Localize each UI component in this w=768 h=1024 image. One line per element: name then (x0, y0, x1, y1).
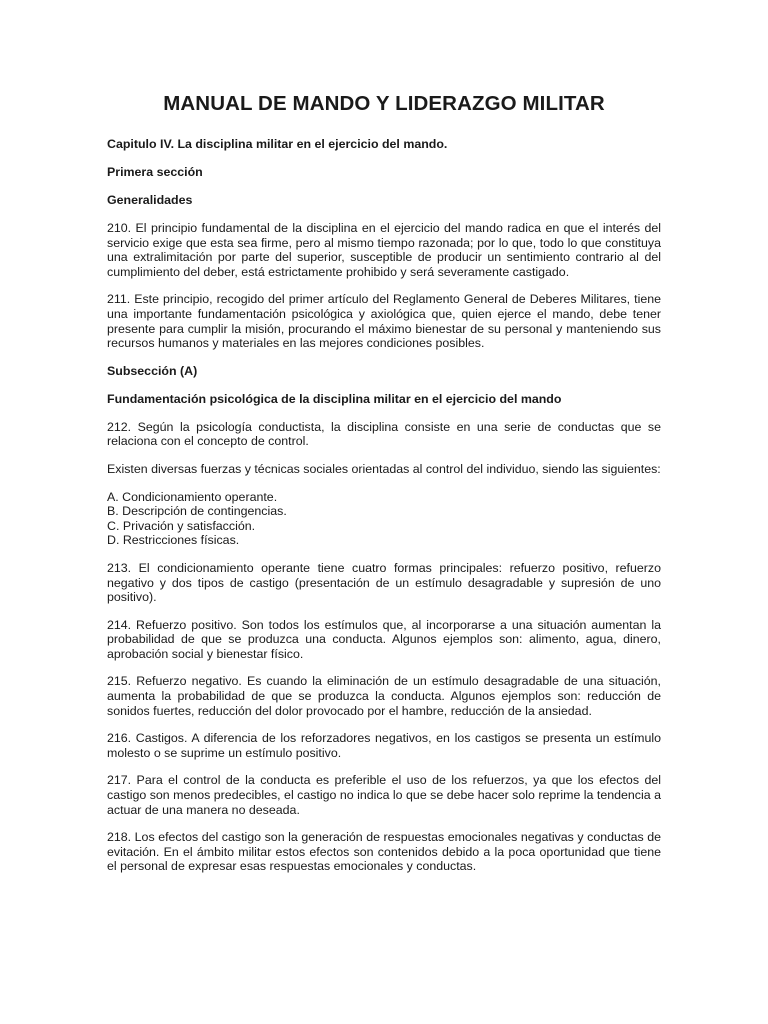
paragraph-210: 210. El principio fundamental de la disciplina en el ejercicio del mando radica en que el interés del servicio exige que esta sea firme, pero al mismo tiempo razonada; por lo que, todo lo que constituya una extralimitación por parte del superior, susceptible de producir un sentimiento contrario al del cumplimiento del deber, está estrictamente prohibido y será severamente castigado. (107, 221, 661, 279)
paragraph-214: 214. Refuerzo positivo. Son todos los estímulos que, al incorporarse a una situación aumentan la probabilidad de que se produzca una conducta. Algunos ejemplos son: alimento, agua, dinero, aprobación social y bienestar físico. (107, 617, 661, 661)
paragraph-216: 216. Castigos. A diferencia de los reforzadores negativos, en los castigos se presenta un estímulo molesto o se suprime un estímulo positivo. (107, 731, 661, 760)
document-title: MANUAL DE MANDO Y LIDERAZGO MILITAR (163, 92, 605, 115)
section-subheading: Generalidades (107, 193, 193, 207)
chapter-heading: Capitulo IV. La disciplina militar en el ejercicio del mando. (107, 137, 448, 151)
paragraph-212: 212. Según la psicología conductista, la disciplina consiste en una serie de conductas que se relaciona con el concepto de control. (107, 419, 661, 449)
subsection-title: Fundamentación psicológica de la disciplina militar en el ejercicio del mando (107, 391, 562, 406)
list-item: B. Descripción de contingencias. (107, 504, 287, 519)
paragraph-218: 218. Los efectos del castigo son la generación de respuestas emocionales negativas y conductas de evitación. En el ámbito militar estos efectos son contenidos debido a la poca oportunidad que tiene el personal de expresar esas respuestas emocionales y conductas. (107, 830, 661, 874)
paragraph-211: 211. Este principio, recogido del primer artículo del Reglamento General de Deberes Militares, tiene una importante fundamentación psicológica y axiológica que, quien ejerce el mando, debe tener presente para cumplir la misión, procurando el máximo bienestar de su personal y manteniendo sus recursos humanos y materiales en las mejores condiciones posibles. (107, 292, 661, 351)
paragraph-213: 213. El condicionamiento operante tiene cuatro formas principales: refuerzo positivo, refuerzo negativo y dos tipos de castigo (presentación de un estímulo desagradable y supresión de uno positivo). (107, 560, 661, 605)
paragraph-217: 217. Para el control de la conducta es preferible el uso de los refuerzos, ya que los efectos del castigo son menos predecibles, el castigo no indica lo que se debe hacer solo reprime la tendencia a actuar de una manera no deseada. (107, 773, 661, 817)
list-item: A. Condicionamiento operante. (107, 489, 278, 504)
list-item: D. Restricciones físicas. (107, 533, 240, 548)
list-item: C. Privación y satisfacción. (107, 518, 256, 533)
paragraph-forces-intro: Existen diversas fuerzas y técnicas sociales orientadas al control del individuo, siendo las siguientes: (107, 461, 661, 476)
section-heading: Primera sección (107, 165, 203, 179)
paragraph-215: 215. Refuerzo negativo. Es cuando la eliminación de un estímulo desagradable de una situación, aumenta la probabilidad de que se produzca la conducta. Algunos ejemplos son: reducción de sonidos fuertes, reducción del dolor provocado por el hambre, reducción de la ansiedad. (107, 674, 661, 718)
techniques-list (107, 490, 661, 548)
document-page (107, 92, 661, 887)
subsection-heading: Subsección (A) (107, 363, 198, 378)
